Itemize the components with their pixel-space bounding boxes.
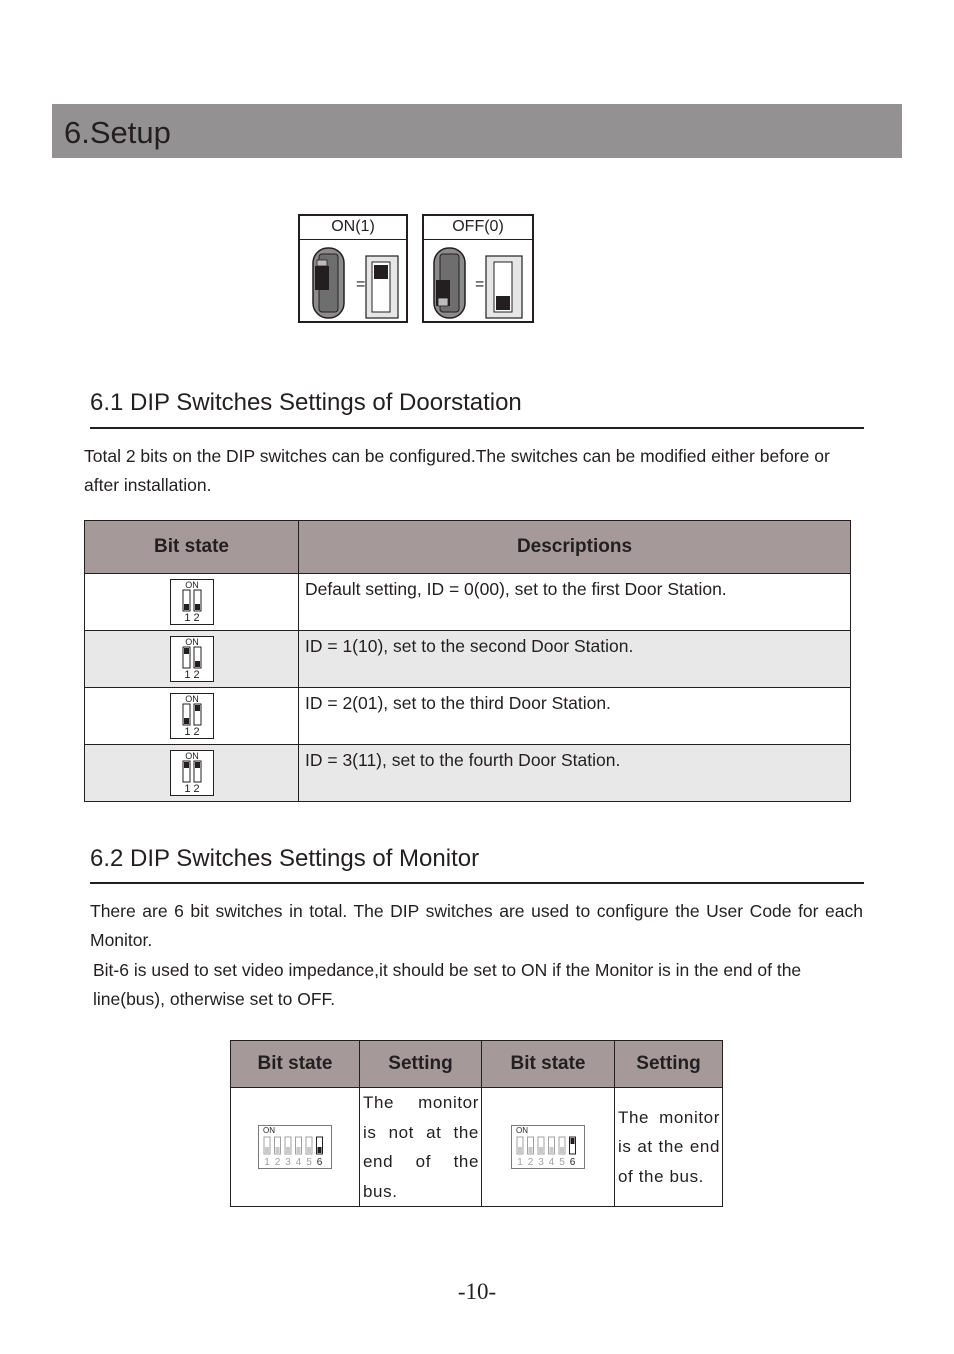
- description-cell: ID = 3(11), set to the fourth Door Station.: [299, 745, 851, 802]
- dip-knob: [539, 1147, 543, 1153]
- bit-state-cell: [85, 631, 299, 688]
- dip-knob: [265, 1147, 269, 1153]
- dip-numbers: 1 2: [183, 612, 200, 624]
- dip-knob-on: [195, 762, 200, 768]
- description-cell: ID = 2(01), set to the third Door Station.: [299, 688, 851, 745]
- dip-number: 1: [517, 1157, 523, 1168]
- bit-state-cell: [231, 1088, 360, 1207]
- description-cell: ID = 1(10), set to the second Door Station.: [299, 631, 851, 688]
- dip-knob: [276, 1147, 280, 1153]
- dip-numbers: 1 2: [183, 669, 200, 681]
- doorstation-dip-table: [84, 520, 851, 802]
- table-header-row: [231, 1041, 723, 1088]
- schematic-switch-on-icon: [366, 256, 398, 318]
- dip-knob-off: [184, 718, 189, 724]
- section2-title: 6.2 DIP Switches Settings of Monitor: [90, 845, 480, 872]
- dip-number: 5: [306, 1157, 312, 1168]
- section1-title: 6.1 DIP Switches Settings of Doorstation: [90, 389, 522, 416]
- col-header-bit-state: Bit state: [231, 1041, 360, 1088]
- col-header-setting: Setting: [360, 1041, 482, 1088]
- col-header-bit-state: Bit state: [482, 1041, 615, 1088]
- dip-knob-off: [184, 604, 189, 610]
- legend-on-label: ON(1): [300, 216, 406, 240]
- page-title: 6.Setup: [64, 115, 171, 150]
- table-row: [85, 745, 851, 802]
- section2-para2: Bit-6 is used to set video impedance,it should be set to ON if the Monitor is in the end of the line(bus), otherwise set to OFF.: [93, 960, 802, 1009]
- dip-switch-2bit-icon: [170, 694, 214, 738]
- dip-knob: [560, 1147, 564, 1153]
- dip-knob-on: [184, 762, 189, 768]
- dip-knob: [529, 1147, 533, 1153]
- section1-intro: Total 2 bits on the DIP switches can be configured.The switches can be modified either before or after installation.: [84, 446, 830, 495]
- legend-off: [422, 214, 534, 323]
- dip-number: 4: [548, 1157, 555, 1168]
- dip-on-label: ON: [184, 637, 199, 647]
- dip-knob: [571, 1138, 575, 1144]
- bit-state-cell: [85, 688, 299, 745]
- dip-on-label: ON: [263, 1126, 275, 1135]
- switch-off-diagram: [424, 240, 532, 321]
- dip-number: 2: [527, 1157, 534, 1168]
- col-header-bit-state: Bit state: [85, 521, 299, 574]
- rocker-switch-icon: [313, 248, 344, 318]
- bit-state-cell: [482, 1088, 615, 1207]
- section2-para1: There are 6 bit switches in total. The DIP switches are used to configure the User Code for each Monitor.: [90, 901, 863, 950]
- table-header-row: [85, 521, 851, 574]
- dip-number: 6: [316, 1157, 323, 1168]
- dip-knob-off: [195, 661, 200, 667]
- bit-state-cell: [85, 745, 299, 802]
- dip-switch-6bit-icon: [511, 1126, 585, 1168]
- rocker-switch-icon: [434, 248, 465, 318]
- section1-rule: [90, 427, 864, 429]
- page-number: -10-: [457, 1279, 497, 1304]
- description-cell: Default setting, ID = 0(00), set to the first Door Station.: [299, 574, 851, 631]
- dip-knob: [297, 1147, 301, 1153]
- dip-numbers: 1 2: [183, 726, 200, 738]
- dip-switch-2bit-icon: [170, 637, 214, 681]
- table-row: [85, 574, 851, 631]
- legend-equals: =: [475, 276, 485, 293]
- dip-number: 3: [538, 1157, 544, 1168]
- dip-knob: [550, 1147, 554, 1153]
- setting-cell: The monitor is not at the end of the bus.: [360, 1088, 482, 1207]
- dip-switch-6bit-icon: [258, 1126, 332, 1168]
- bit-state-cell: [85, 574, 299, 631]
- dip-knob: [318, 1147, 322, 1153]
- dip-knob: [307, 1147, 311, 1153]
- col-header-setting: Setting: [615, 1041, 723, 1088]
- dip-knob-on: [195, 705, 200, 711]
- dip-number: 1: [264, 1157, 270, 1168]
- schematic-switch-off-icon: [486, 256, 522, 318]
- table-row: [85, 631, 851, 688]
- dip-number: 4: [295, 1157, 302, 1168]
- table-row: [231, 1088, 723, 1207]
- monitor-dip-table: [230, 1040, 723, 1207]
- dip-on-label: ON: [184, 580, 199, 590]
- dip-knob: [518, 1147, 522, 1153]
- legend-off-label: OFF(0): [424, 216, 532, 240]
- dip-on-label: ON: [184, 694, 199, 704]
- section2-rule: [90, 882, 864, 884]
- dip-on-label: ON: [184, 751, 199, 761]
- dip-number: 6: [569, 1157, 576, 1168]
- legend-on: [298, 214, 408, 323]
- table-row: [85, 688, 851, 745]
- col-header-descriptions: Descriptions: [299, 521, 851, 574]
- dip-switch-2bit-icon: [170, 580, 214, 624]
- legend-equals: =: [356, 276, 366, 293]
- dip-number: 5: [559, 1157, 565, 1168]
- dip-number: 3: [285, 1157, 291, 1168]
- dip-knob-off: [195, 604, 200, 610]
- dip-knob-on: [184, 648, 189, 654]
- switch-on-diagram: [300, 240, 406, 321]
- dip-knob: [286, 1147, 290, 1153]
- dip-number: 2: [274, 1157, 281, 1168]
- dip-on-label: ON: [516, 1126, 528, 1135]
- dip-switch-2bit-icon: [170, 751, 214, 795]
- section-banner: [52, 104, 902, 158]
- dip-numbers: 1 2: [183, 783, 200, 795]
- setting-cell: The monitor is at the end of the bus.: [615, 1088, 723, 1207]
